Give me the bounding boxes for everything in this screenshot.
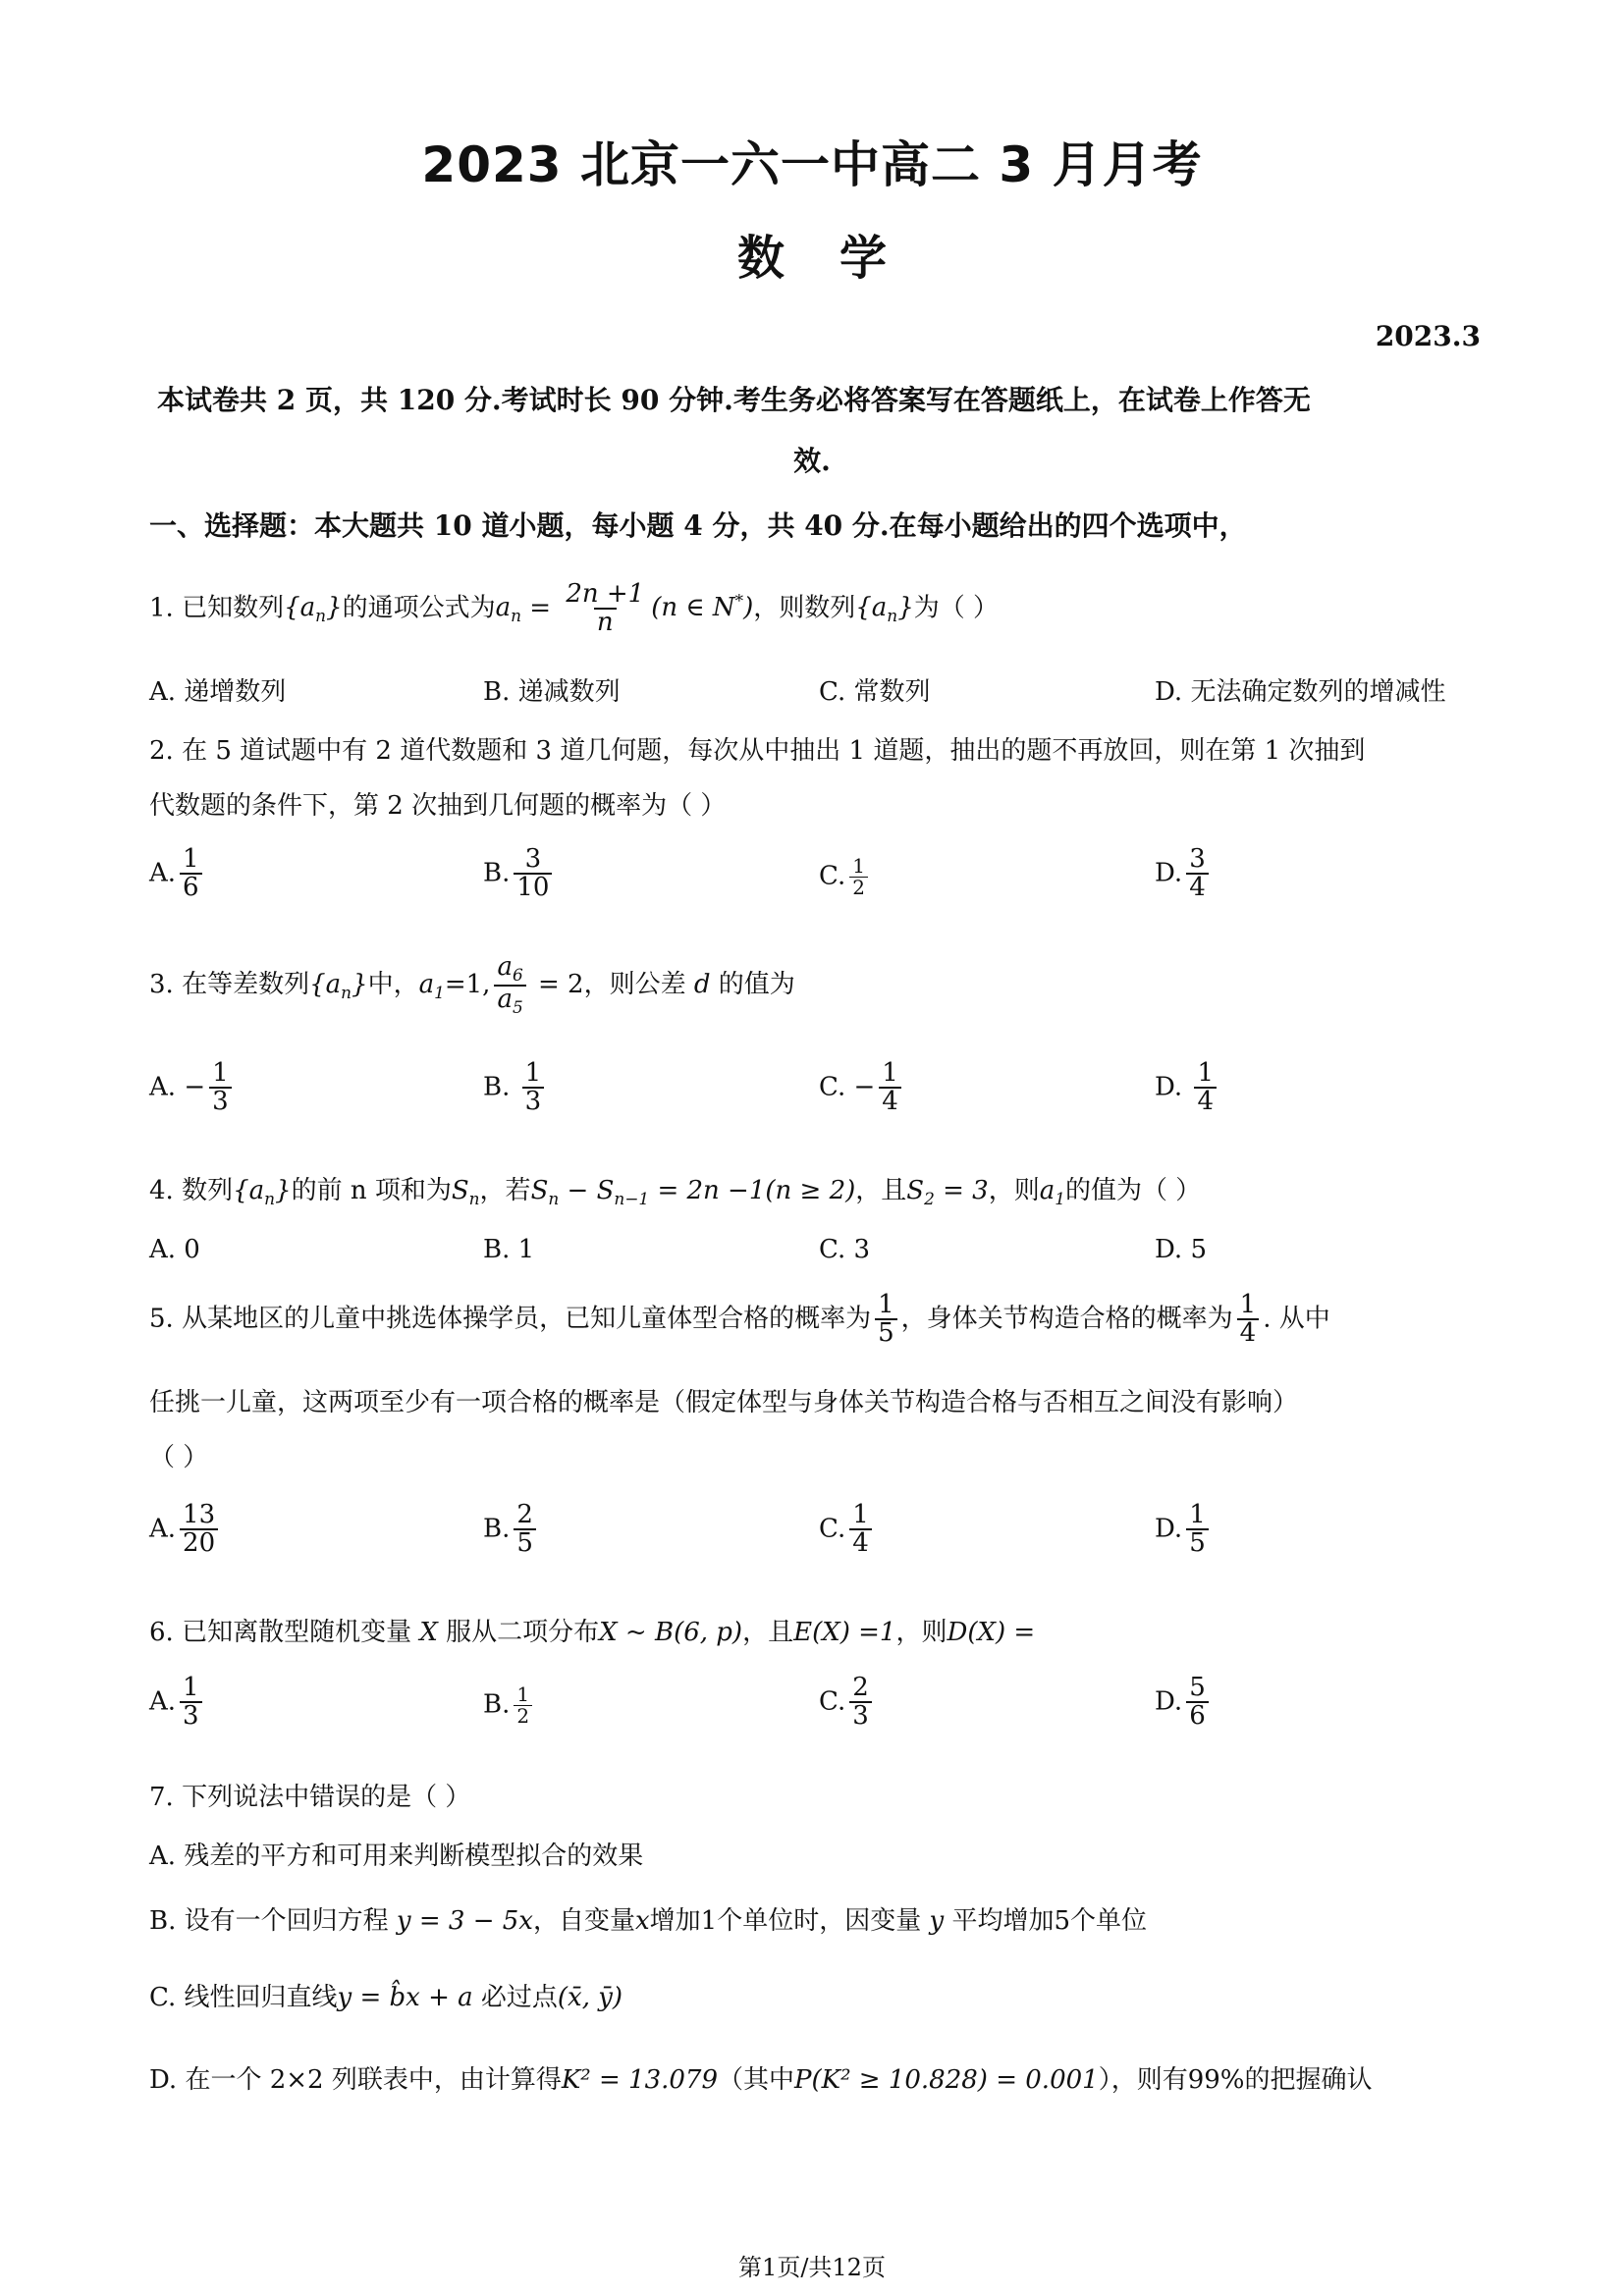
exam-title: 2023 北京一六一中高二 3 月月考 xyxy=(421,136,1203,193)
q6-stem: 6. 已知离散型随机变量 X 服从二项分布X ~ B(6, p)，且E(X) =1，则D(X) = xyxy=(149,1618,1036,1647)
q7-option-b: B. 设有一个回归方程 y = 3 − 5x，自变量x增加1个单位时，因变量 y 平均增加5个单位 xyxy=(149,1906,1147,1936)
q4-option-a: A. 0 xyxy=(149,1235,200,1264)
q5-option-d: D. $\frac{1}{5}$ xyxy=(1155,1502,1213,1558)
q4-option-b: B. 1 xyxy=(483,1235,535,1264)
q5-stem-line3: （ ） xyxy=(149,1443,209,1472)
q7-option-a: A. 残差的平方和可用来判断模型拟合的效果 xyxy=(149,1842,644,1871)
q6-option-a: A. $\frac{1}{3}$ xyxy=(149,1675,206,1731)
q2-stem-line1: 2. 在 5 道试题中有 2 道代数题和 3 道几何题，每次从中抽出 1 道题，抽出的题不再放回，则在第 1 次抽到 xyxy=(149,736,1366,766)
page-number: 第1页/共12页 xyxy=(738,2254,886,2281)
q1-option-b: B. 递减数列 xyxy=(483,677,621,707)
q1-option-d: D. 无法确定数列的增减性 xyxy=(1155,677,1446,707)
q7-option-c: C. 线性回归直线y = b̂x + a 必过点(x̄, ȳ) xyxy=(149,1983,623,2012)
q6-option-b: B. $\frac{1}{2}$ xyxy=(483,1684,536,1727)
section-title: 一、选择题：本大题共 10 道小题，每小题 4 分，共 40 分.在每小题给出的四个选项中， xyxy=(149,509,1247,542)
q7-option-d: D. 在一个 2×2 列联表中，由计算得K² = 13.079（其中P(K² ≥ 10.828) = 0.001），则有99%的把握确认 xyxy=(149,2065,1373,2095)
q4-option-d: D. 5 xyxy=(1155,1235,1207,1264)
q3-option-a: A. − $\frac{1}{3}$ xyxy=(149,1060,236,1116)
q7-stem: 7. 下列说法中错误的是（ ） xyxy=(149,1783,471,1812)
q3-fraction: $\frac{a_6}{a_5}$ xyxy=(494,954,525,1017)
q1-option-c: C. 常数列 xyxy=(819,677,931,707)
q1-option-a: A. 递增数列 xyxy=(149,677,287,707)
q2-option-b: B. $\frac{3}{10}$ xyxy=(483,846,556,902)
q5-option-c: C. $\frac{1}{4}$ xyxy=(819,1502,876,1558)
exam-notice: 本试卷共 2 页，共 120 分.考试时长 90 分钟.考生务必将答案写在答题纸上，在试卷上作答无 xyxy=(157,384,1311,416)
q3-option-b: B. $\frac{1}{3}$ xyxy=(483,1060,548,1116)
q1-stem: 1. 已知数列$\{a_n\}$的通项公式为$a_n$ = $\frac{2n +1}{n}$ (n ∈ N*)，则数列$\{a_n\}$为（ ） xyxy=(149,579,999,638)
q6-option-c: C. $\frac{2}{3}$ xyxy=(819,1675,876,1731)
q5-stem-line1: 5. 从某地区的儿童中挑选体操学员，已知儿童体型合格的概率为 $\frac{1}{5}$ ，身体关节构造合格的概率为 $\frac{1}{4}$ . 从中 xyxy=(149,1290,1330,1349)
q6-option-d: D. $\frac{5}{6}$ xyxy=(1155,1675,1213,1731)
subject-title: 数学 xyxy=(736,231,942,286)
q3-option-d: D. $\frac{1}{4}$ xyxy=(1155,1060,1220,1116)
q5-option-b: B. $\frac{2}{5}$ xyxy=(483,1502,540,1558)
exam-date: 2023.3 xyxy=(1375,320,1481,352)
q5-stem-line2: 任挑一儿童，这两项至少有一项合格的概率是（假定体型与身体关节构造合格与否相互之间没有影响） xyxy=(149,1388,1299,1417)
q4-option-c: C. 3 xyxy=(819,1235,871,1264)
q3-option-c: C. − $\frac{1}{4}$ xyxy=(819,1060,905,1116)
q2-option-a: A. $\frac{1}{6}$ xyxy=(149,846,206,902)
q3-stem: 3. 在等差数列$\{a_n\}$中，$a_1=1$, $\frac{a_6}{a_5}$ = 2，则公差 d 的值为 xyxy=(149,952,795,1018)
q1-fraction: $\frac{2n +1}{n}$ xyxy=(566,579,645,638)
exam-notice-cont: 效. xyxy=(793,445,831,477)
q2-option-d: D. $\frac{3}{4}$ xyxy=(1155,846,1213,902)
q5-option-a: A. $\frac{13}{20}$ xyxy=(149,1502,222,1558)
q4-stem: 4. 数列$\{a_n\}$的前 n 项和为$S_n$，若$S_n - S_{n-1} = 2n -1(n \ge 2)$，且$S_2 = 3$，则$a_1$的值为（ ） xyxy=(149,1176,1202,1209)
q2-option-c: C. $\frac{1}{2}$ xyxy=(819,856,872,898)
q2-stem-line2: 代数题的条件下，第 2 次抽到几何题的概率为（ ） xyxy=(149,791,727,821)
